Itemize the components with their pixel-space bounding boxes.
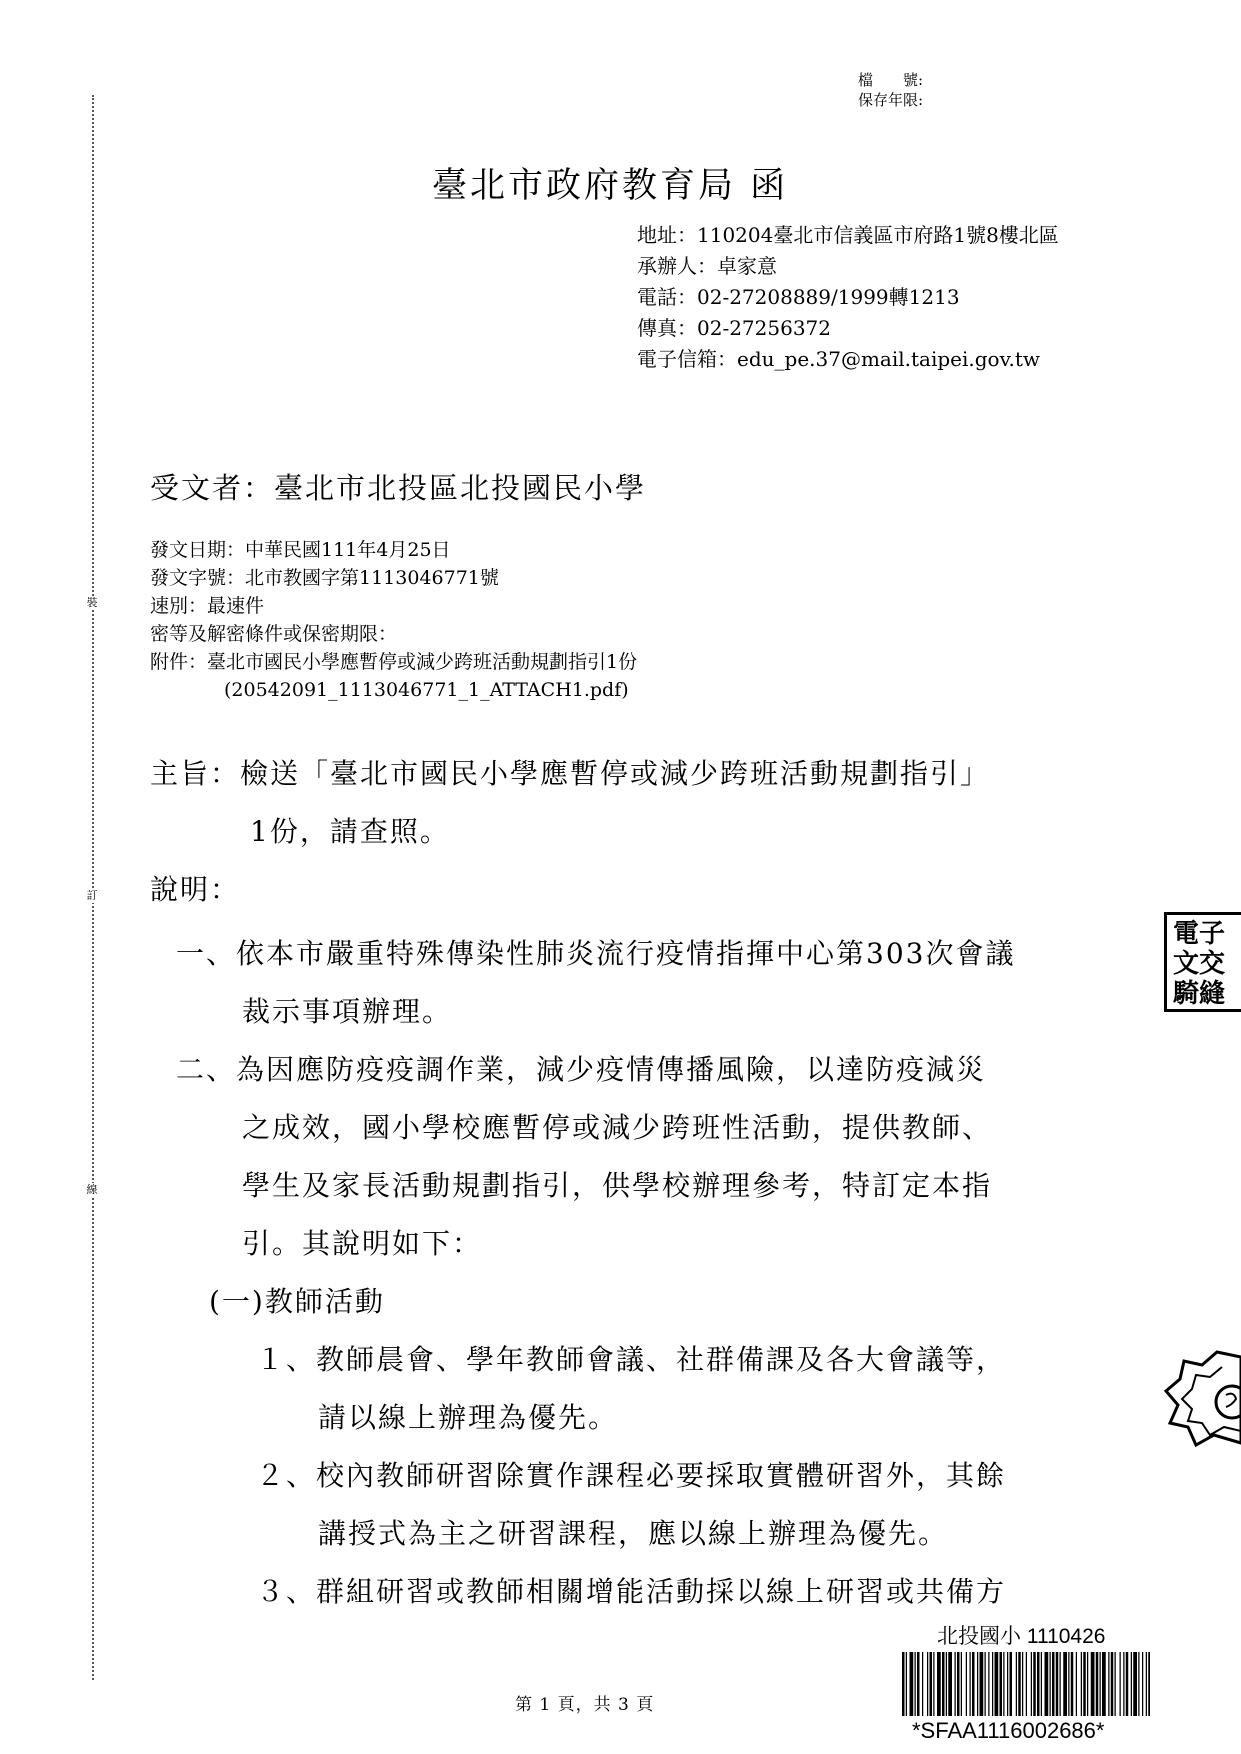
sub-item-3-line-1: ３、群組研習或教師相關增能活動採以線上研習或共備方 <box>256 1575 1007 1608</box>
stamp-line-3: 騎縫 <box>1173 979 1226 1009</box>
barcode-bar <box>1056 1652 1059 1716</box>
sub-item-3 <box>256 1563 1006 1621</box>
barcode-bar <box>988 1652 989 1716</box>
document-title: 臺北市政府教育局 函 <box>432 166 789 206</box>
address: 地址：110204臺北市信義區市府路1號8樓北區 <box>637 223 1059 247</box>
barcode-bar <box>1123 1652 1124 1716</box>
barcode-bar <box>1016 1652 1017 1716</box>
barcode-bar <box>1120 1652 1121 1716</box>
barcode-bar <box>946 1652 947 1716</box>
fax: 傳真：02-27256372 <box>637 316 832 340</box>
barcode-bar <box>1133 1652 1137 1716</box>
barcode-bar <box>942 1652 945 1716</box>
explanation-item-2 <box>176 1041 992 1273</box>
recipient: 受文者：臺北市北投區北投國民小學 <box>150 471 647 505</box>
stamp-line-1: 電子 <box>1173 919 1226 949</box>
barcode-bar <box>972 1652 975 1716</box>
barcode-bar <box>1142 1652 1143 1716</box>
sub-item-2 <box>256 1447 1006 1563</box>
item-2-line-2: 之成效，國小學校應暫停或減少跨班性活動，提供教師、 <box>242 1111 993 1144</box>
issue-number: 發文字號：北市教國字第1113046771號 <box>150 567 499 589</box>
sub-item-1-line-1: １、教師晨會、學年教師會議、社群備課及各大會議等， <box>256 1343 1007 1376</box>
barcode-image <box>902 1652 1150 1716</box>
barcode-bar <box>1063 1652 1067 1716</box>
barcode-bar <box>917 1652 920 1716</box>
subject-line-1: 主旨：檢送「臺北市國民小學應暫停或減少跨班活動規劃指引」 <box>150 757 991 790</box>
barcode-bar <box>915 1652 916 1716</box>
barcode-bar <box>948 1652 952 1716</box>
barcode-bar <box>1022 1652 1023 1716</box>
issuance-info <box>150 536 637 704</box>
binding-mark-xian: 線 <box>84 1183 100 1197</box>
barcode-bar <box>1091 1652 1095 1716</box>
binding-dotted-line <box>92 95 94 1680</box>
item-1-line-1: 一、依本市嚴重特殊傳染性肺炎流行疫情指揮中心第303次會議 <box>176 937 1016 970</box>
delivery-speed: 速別：最速件 <box>150 595 265 617</box>
sub-item-2-line-1: ２、校內教師研習除實作課程必要採取實體研習外，其餘 <box>256 1459 1007 1492</box>
barcode-label: 北投國小 1110426 <box>937 1625 1106 1648</box>
barcode-bar <box>961 1652 962 1716</box>
barcode-bar <box>1041 1652 1042 1716</box>
barcode-bar <box>1031 1652 1032 1716</box>
barcode-bar <box>1100 1652 1101 1716</box>
barcode-bar <box>1050 1652 1051 1716</box>
item-2-line-3: 學生及家長活動規劃指引，供學校辦理參考，特訂定本指 <box>242 1169 993 1202</box>
barcode-bar <box>1081 1652 1082 1716</box>
binding-mark-zhuang: 裝 <box>84 596 100 610</box>
contact-block <box>637 220 1097 375</box>
barcode-bar <box>902 1652 905 1716</box>
secrecy-level: 密等及解密條件或保密期限： <box>150 623 398 645</box>
barcode-bar <box>1037 1652 1040 1716</box>
barcode-bar <box>955 1652 956 1716</box>
issue-date: 發文日期：中華民國111年4月25日 <box>150 539 451 561</box>
barcode-bar <box>937 1652 941 1716</box>
barcode-bar <box>1026 1652 1027 1716</box>
barcode-bar <box>930 1652 933 1716</box>
official-seal-fragment <box>1162 1347 1241 1457</box>
barcode-bar <box>1068 1652 1069 1716</box>
handler: 承辦人：卓家意 <box>637 254 777 278</box>
stamp-line-2: 文交 <box>1173 949 1226 979</box>
barcode-bar <box>1087 1652 1088 1716</box>
subject <box>150 745 990 861</box>
barcode-bar <box>1000 1652 1003 1716</box>
barcode-bar <box>1060 1652 1061 1716</box>
item-2-line-1: 二、為因應防疫疫調作業，減少疫情傳播風險，以達防疫減災 <box>176 1053 987 1086</box>
sub-item-1 <box>256 1331 1006 1447</box>
barcode-bar <box>980 1652 984 1716</box>
barcode-bar <box>1018 1652 1021 1716</box>
barcode-bar <box>957 1652 960 1716</box>
phone: 電話：02-27208889/1999轉1213 <box>637 285 960 309</box>
subject-line-2: 1份，請查照。 <box>250 815 450 848</box>
barcode-bar <box>910 1652 914 1716</box>
retention-period-label: 保存年限: <box>858 91 924 109</box>
barcode-bar <box>970 1652 971 1716</box>
page-number: 第 1 頁，共 3 頁 <box>515 1695 655 1715</box>
barcode-bar <box>1033 1652 1036 1716</box>
barcode-bar <box>1083 1652 1086 1716</box>
binding-mark-ding: 訂 <box>84 889 100 903</box>
barcode-bar <box>1045 1652 1049 1716</box>
barcode-bar <box>995 1652 999 1716</box>
electronic-seam-stamp <box>1164 912 1241 1012</box>
barcode-bar <box>1146 1652 1147 1716</box>
sub-item-1-line-2: 請以線上辦理為優先。 <box>318 1401 619 1434</box>
attachment: 附件：臺北市國民小學應暫停或減少跨班活動規劃指引1份 <box>150 651 638 673</box>
barcode-bar <box>985 1652 986 1716</box>
barcode-bar <box>922 1652 923 1716</box>
barcode-bar <box>1076 1652 1077 1716</box>
barcode-bar <box>1108 1652 1109 1716</box>
barcode-bar <box>977 1652 978 1716</box>
barcode-bar <box>1052 1652 1055 1716</box>
sub-heading-teacher-activities: (一)教師活動 <box>209 1285 385 1318</box>
item-1-line-2: 裁示事項辦理。 <box>242 995 453 1028</box>
barcode-code: *SFAA1116002686* <box>912 1718 1105 1743</box>
archive-meta <box>858 70 923 110</box>
attachment-filename: (20542091_1113046771_1_ATTACH1.pdf) <box>224 679 629 701</box>
barcode-bar <box>1131 1652 1132 1716</box>
barcode-bar <box>906 1652 907 1716</box>
barcode-bar <box>1111 1652 1114 1716</box>
explanation-item-1 <box>176 925 1015 1041</box>
email: 電子信箱：edu_pe.37@mail.taipei.gov.tw <box>637 347 1041 371</box>
barcode-bar <box>1138 1652 1139 1716</box>
barcode-bar <box>1010 1652 1013 1716</box>
barcode-bar <box>927 1652 928 1716</box>
item-2-line-4: 引。其說明如下： <box>242 1227 483 1260</box>
barcode-bar <box>1003 1652 1004 1716</box>
barcode-bar <box>966 1652 967 1716</box>
barcode-bar <box>1096 1652 1099 1716</box>
explanation-label: 說明： <box>150 873 241 906</box>
barcode-bar <box>1007 1652 1008 1716</box>
barcode-bar <box>1071 1652 1074 1716</box>
sub-item-2-line-2: 講授式為主之研習課程，應以線上辦理為優先。 <box>318 1517 949 1550</box>
file-number-label: 檔 號: <box>858 71 924 89</box>
barcode-bar <box>1148 1652 1150 1716</box>
barcode-bar <box>933 1652 934 1716</box>
barcode-bar <box>992 1652 993 1716</box>
barcode-bar <box>1115 1652 1116 1716</box>
barcode-bar <box>1102 1652 1106 1716</box>
barcode-bar <box>1126 1652 1129 1716</box>
